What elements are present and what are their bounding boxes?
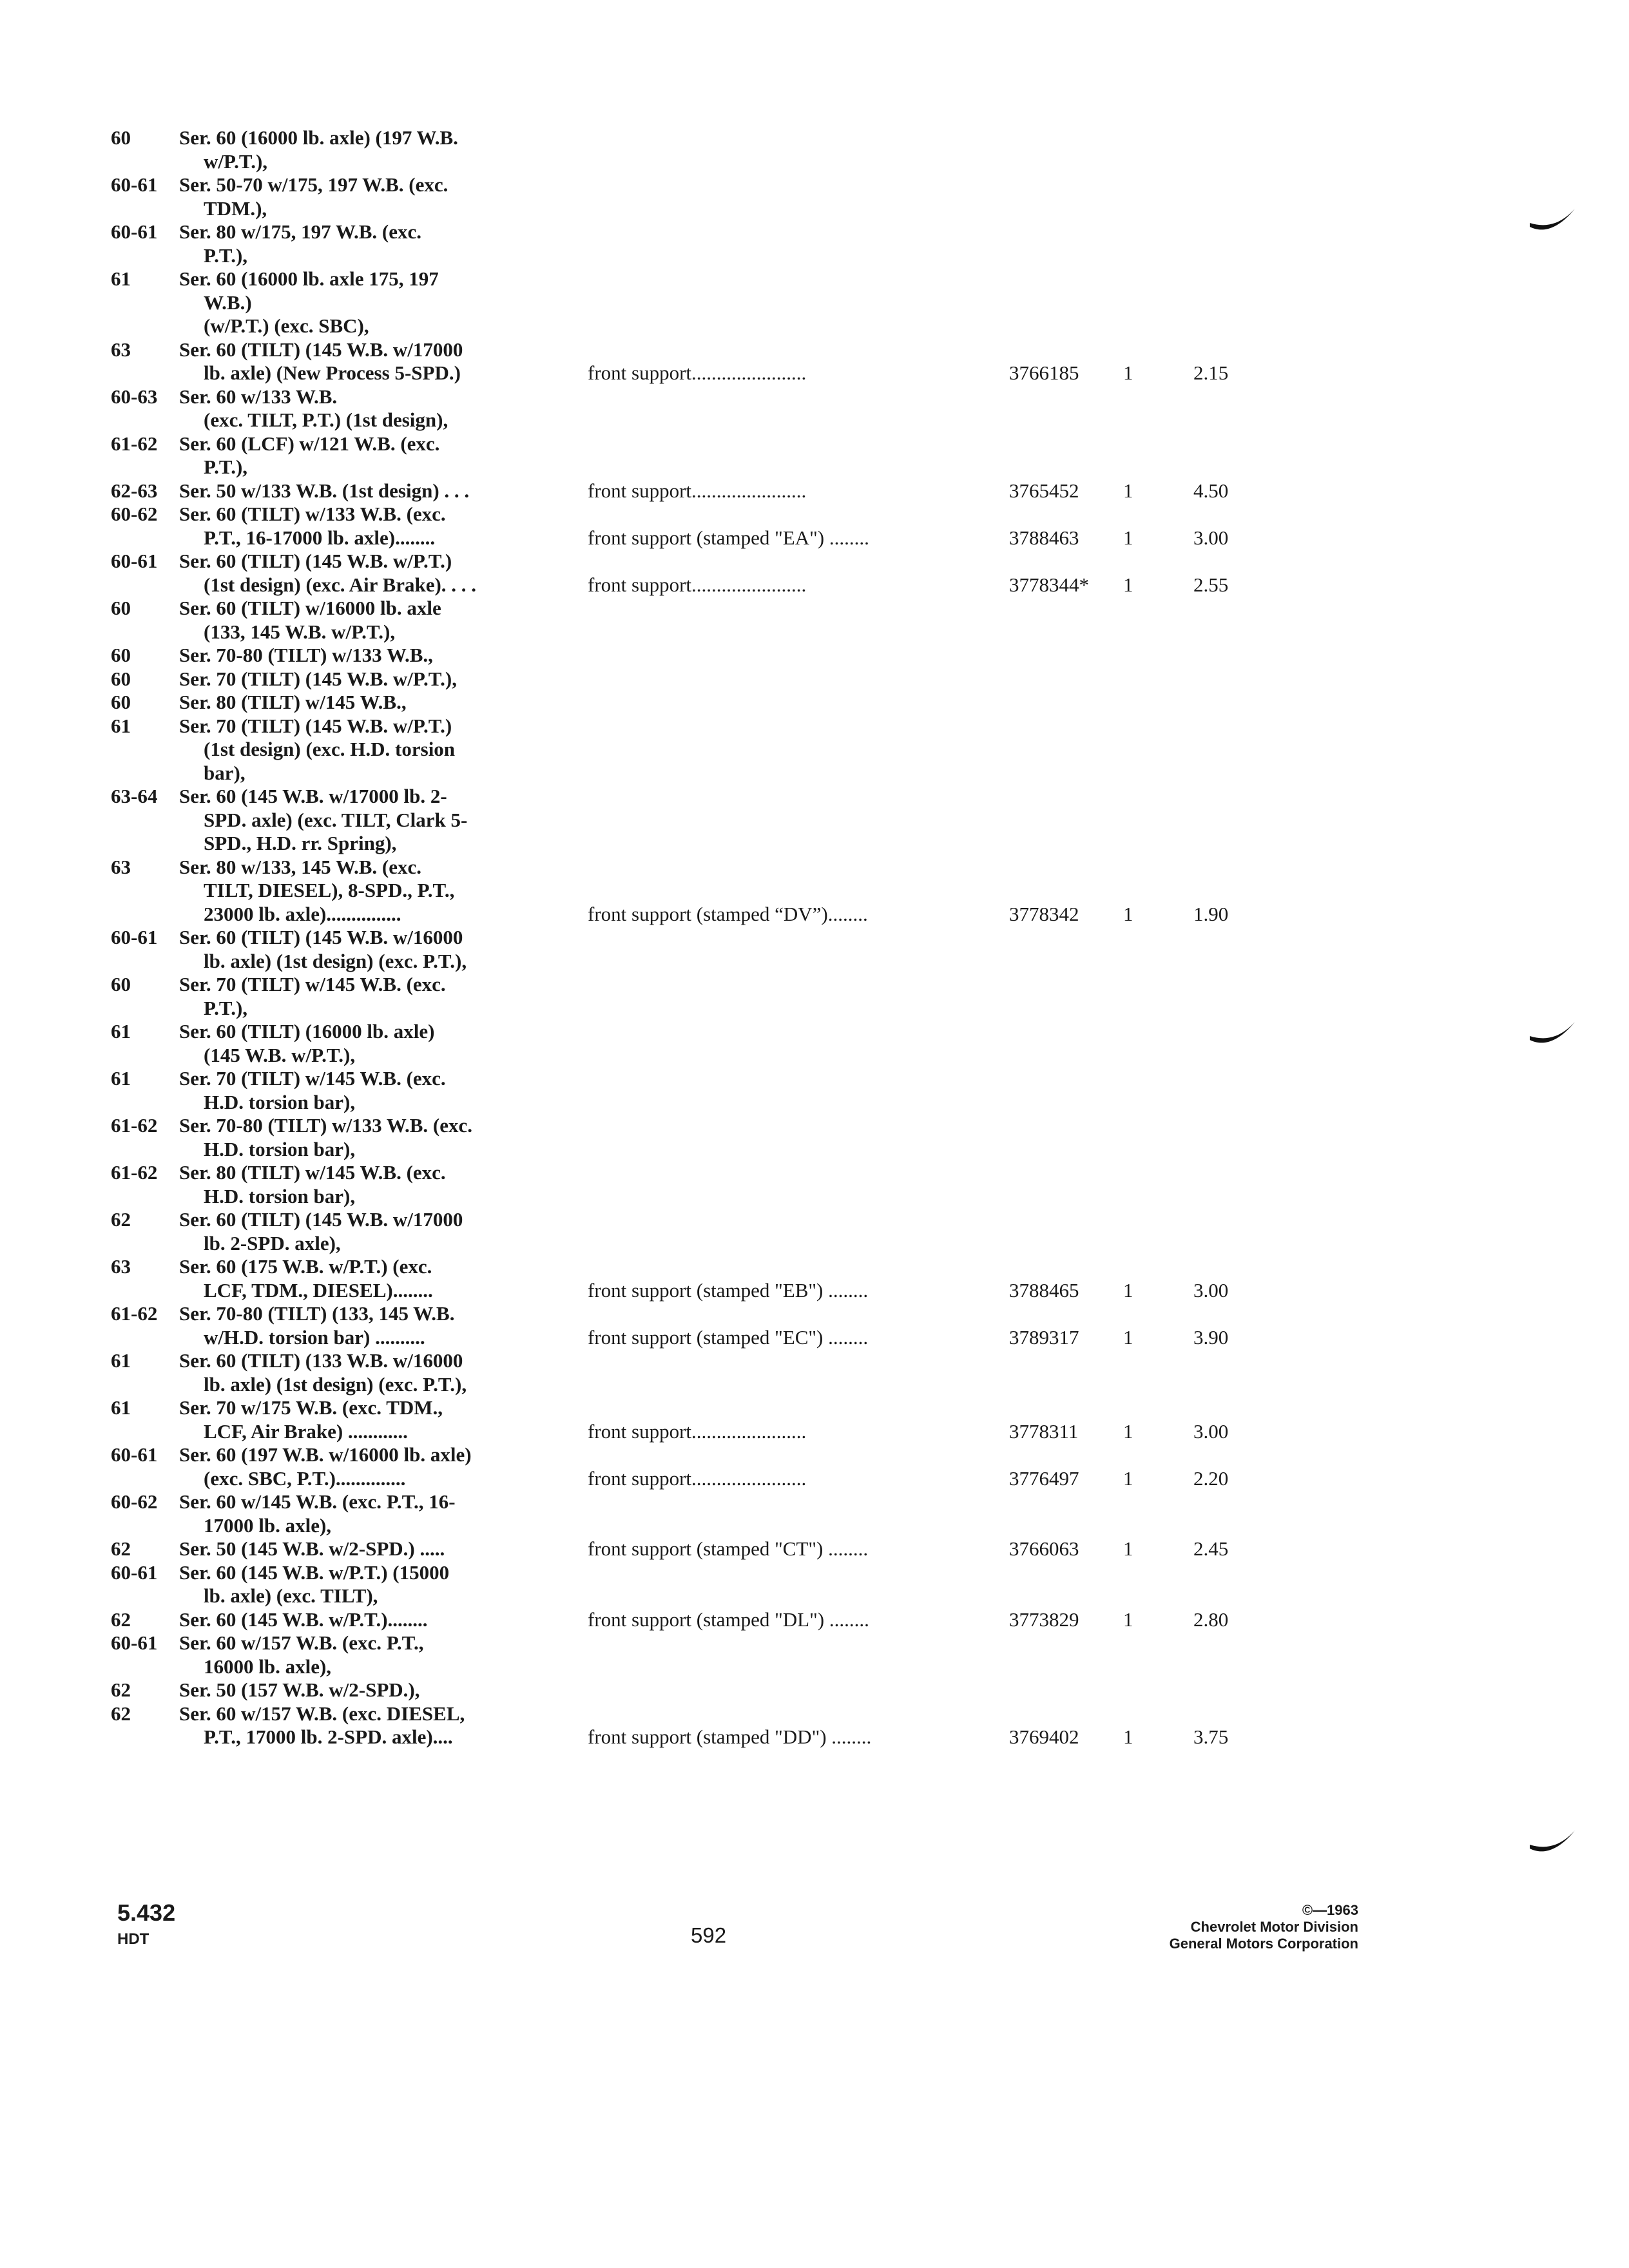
- model-years: 61-62: [111, 1161, 158, 1184]
- parts-row: [111, 1255, 1296, 1302]
- application-description: [179, 1702, 579, 1749]
- price: 3.00: [1193, 526, 1229, 549]
- division-name: Chevrolet Motor Division: [1190, 1919, 1358, 1935]
- application-description: [179, 785, 579, 856]
- model-years: 60-61: [111, 1561, 158, 1584]
- part-name: front support.......................: [588, 573, 807, 596]
- parts-row: [111, 1608, 1296, 1632]
- description-line: W.B.): [204, 291, 252, 314]
- part-name: front support (stamped "EA") ........: [588, 526, 869, 549]
- parts-row: [111, 1702, 1296, 1749]
- model-years: 63-64: [111, 785, 158, 807]
- part-name: front support (stamped "EB") ........: [588, 1278, 869, 1302]
- application-description: [179, 668, 579, 691]
- description-line: TILT, DIESEL), 8-SPD., P.T.,: [204, 879, 455, 901]
- model-years: 60-63: [111, 385, 158, 408]
- description-line: Ser. 70 w/175 W.B. (exc. TDM.,: [179, 1396, 443, 1419]
- part-number: 3778311: [1009, 1419, 1079, 1443]
- parts-row: [111, 926, 1296, 973]
- description-line: Ser. 60 (175 W.B. w/P.T.) (exc.: [179, 1255, 432, 1278]
- application-description: [179, 1020, 579, 1067]
- application-description: [179, 385, 579, 432]
- application-description: [179, 126, 579, 173]
- description-line: Ser. 60 (TILT) (16000 lb. axle): [179, 1020, 435, 1043]
- description-line: 23000 lb. axle)...............: [204, 902, 401, 925]
- description-line: (w/P.T.) (exc. SBC),: [204, 314, 369, 337]
- model-years: 60-62: [111, 1490, 158, 1513]
- application-description: [179, 1208, 579, 1255]
- model-years: 60: [111, 644, 131, 666]
- application-description: [179, 1443, 579, 1490]
- description-line: Ser. 80 w/175, 197 W.B. (exc.: [179, 220, 422, 243]
- parts-row: [111, 1396, 1296, 1443]
- part-name: front support (stamped “DV”)........: [588, 902, 868, 925]
- price: 2.80: [1193, 1608, 1229, 1631]
- part-name: front support.......................: [588, 361, 807, 384]
- model-years: 62: [111, 1608, 131, 1631]
- parts-row: [111, 785, 1296, 856]
- parts-row: [111, 1349, 1296, 1396]
- parts-row: [111, 267, 1296, 338]
- description-line: TDM.),: [204, 197, 267, 220]
- description-line: H.D. torsion bar),: [204, 1137, 356, 1160]
- parts-row: [111, 1114, 1296, 1161]
- model-years: 60-61: [111, 1631, 158, 1654]
- description-line: P.T.),: [204, 996, 248, 1019]
- binder-check-mark: [1527, 205, 1579, 237]
- quantity: 1: [1123, 361, 1133, 384]
- model-years: 60-61: [111, 220, 158, 243]
- description-line: (1st design) (exc. H.D. torsion: [204, 738, 456, 760]
- description-line: (145 W.B. w/P.T.),: [204, 1043, 356, 1066]
- application-description: [179, 973, 579, 1020]
- parts-row: [111, 973, 1296, 1020]
- part-name: front support.......................: [588, 1466, 807, 1490]
- parts-row: [111, 691, 1296, 715]
- description-line: Ser. 60 (TILT) (145 W.B. w/17000: [179, 338, 463, 361]
- quantity: 1: [1123, 526, 1133, 549]
- description-line: LCF, TDM., DIESEL)........: [204, 1278, 433, 1302]
- application-description: [179, 597, 579, 644]
- description-line: Ser. 50 w/133 W.B. (1st design) . . .: [179, 479, 470, 502]
- price: 2.55: [1193, 573, 1229, 596]
- description-line: Ser. 60 (145 W.B. w/P.T.) (15000: [179, 1561, 450, 1584]
- description-line: H.D. torsion bar),: [204, 1184, 356, 1207]
- model-years: 61: [111, 1020, 131, 1043]
- description-line: 17000 lb. axle),: [204, 1514, 332, 1537]
- price: 3.90: [1193, 1325, 1229, 1349]
- application-description: [179, 173, 579, 220]
- description-line: Ser. 70 (TILT) w/145 W.B. (exc.: [179, 1067, 446, 1090]
- parts-row: [111, 220, 1296, 267]
- parts-row: [111, 1490, 1296, 1537]
- description-line: Ser. 70-80 (TILT) w/133 W.B. (exc.: [179, 1114, 472, 1137]
- description-line: Ser. 60 w/157 W.B. (exc. P.T.,: [179, 1631, 424, 1654]
- quantity: 1: [1123, 1608, 1133, 1631]
- description-line: Ser. 50 (157 W.B. w/2-SPD.),: [179, 1678, 420, 1701]
- description-line: P.T., 16-17000 lb. axle)........: [204, 526, 436, 549]
- parts-row: [111, 173, 1296, 220]
- description-line: Ser. 60 w/133 W.B.: [179, 385, 338, 408]
- model-years: 60: [111, 597, 131, 619]
- description-line: Ser. 70-80 (TILT) (133, 145 W.B.: [179, 1302, 455, 1325]
- parts-row: [111, 1561, 1296, 1608]
- price: 4.50: [1193, 479, 1229, 502]
- application-description: [179, 1302, 579, 1349]
- corporation-name: General Motors Corporation: [1169, 1936, 1358, 1952]
- description-line: Ser. 60 (TILT) (133 W.B. w/16000: [179, 1349, 463, 1372]
- price: 2.45: [1193, 1537, 1229, 1560]
- application-description: [179, 220, 579, 267]
- model-years: 62-63: [111, 479, 158, 502]
- application-description: [179, 1067, 579, 1114]
- part-number: 3788465: [1009, 1278, 1079, 1302]
- application-description: [179, 1255, 579, 1302]
- quantity: 1: [1123, 573, 1133, 596]
- model-years: 60: [111, 973, 131, 995]
- application-description: [179, 479, 579, 503]
- description-line: lb. 2-SPD. axle),: [204, 1231, 341, 1254]
- model-years: 61-62: [111, 432, 158, 455]
- description-line: Ser. 60 (TILT) w/133 W.B. (exc.: [179, 503, 446, 525]
- description-line: (exc. SBC, P.T.)..............: [204, 1466, 406, 1490]
- application-description: [179, 1537, 579, 1561]
- price: 3.75: [1193, 1725, 1229, 1748]
- description-line: P.T.),: [204, 244, 248, 267]
- parts-list: [111, 126, 1296, 1749]
- description-line: lb. axle) (1st design) (exc. P.T.),: [204, 949, 467, 972]
- part-name: front support.......................: [588, 479, 807, 502]
- description-line: P.T., 17000 lb. 2-SPD. axle)....: [204, 1725, 453, 1748]
- model-years: 60-61: [111, 173, 158, 196]
- parts-row: [111, 550, 1296, 597]
- description-line: Ser. 70 (TILT) w/145 W.B. (exc.: [179, 973, 446, 995]
- quantity: 1: [1123, 902, 1133, 925]
- model-years: 61-62: [111, 1302, 158, 1325]
- publisher-block: [1170, 1902, 1358, 1952]
- application-description: [179, 1608, 579, 1632]
- model-years: 60-61: [111, 550, 158, 572]
- description-line: SPD. axle) (exc. TILT, Clark 5-: [204, 808, 468, 831]
- model-years: 63: [111, 855, 131, 878]
- parts-row: [111, 1443, 1296, 1490]
- quantity: 1: [1123, 1466, 1133, 1490]
- model-years: 62: [111, 1678, 131, 1701]
- application-description: [179, 1631, 579, 1678]
- part-number: 3766063: [1009, 1537, 1079, 1560]
- part-number: 3769402: [1009, 1725, 1079, 1748]
- parts-row: [111, 1302, 1296, 1349]
- part-name: front support (stamped "EC") ........: [588, 1325, 869, 1349]
- quantity: 1: [1123, 1537, 1133, 1560]
- parts-row: [111, 1537, 1296, 1561]
- quantity: 1: [1123, 1419, 1133, 1443]
- description-line: Ser. 60 (145 W.B. w/17000 lb. 2-: [179, 785, 447, 807]
- part-name: front support (stamped "CT") ........: [588, 1537, 869, 1560]
- model-years: 62: [111, 1208, 131, 1231]
- model-years: 63: [111, 1255, 131, 1278]
- application-description: [179, 715, 579, 785]
- description-line: Ser. 80 w/133, 145 W.B. (exc.: [179, 855, 422, 878]
- parts-row: [111, 338, 1296, 385]
- parts-row: [111, 668, 1296, 691]
- part-name: front support.......................: [588, 1419, 807, 1443]
- parts-row: [111, 126, 1296, 173]
- parts-row: [111, 432, 1296, 479]
- description-line: Ser. 60 (TILT) (145 W.B. w/16000: [179, 926, 463, 948]
- description-line: Ser. 70 (TILT) (145 W.B. w/P.T.),: [179, 667, 457, 690]
- model-years: 60: [111, 667, 131, 690]
- part-number: 3788463: [1009, 526, 1079, 549]
- application-description: [179, 338, 579, 385]
- description-line: w/P.T.),: [204, 149, 268, 173]
- parts-row: [111, 597, 1296, 644]
- part-name: front support (stamped "DD") ........: [588, 1725, 872, 1748]
- quantity: 1: [1123, 1725, 1133, 1748]
- model-years: 61: [111, 1396, 131, 1419]
- part-number: 3778344*: [1009, 573, 1089, 596]
- parts-row: [111, 503, 1296, 550]
- description-line: Ser. 60 (LCF) w/121 W.B. (exc.: [179, 432, 440, 455]
- parts-row: [111, 856, 1296, 927]
- parts-row: [111, 644, 1296, 668]
- model-years: 60: [111, 691, 131, 713]
- application-description: [179, 1678, 579, 1702]
- description-line: P.T.),: [204, 456, 248, 478]
- description-line: Ser. 60 (TILT) w/16000 lb. axle: [179, 597, 441, 619]
- part-number: 3765452: [1009, 479, 1079, 502]
- price: 3.00: [1193, 1278, 1229, 1302]
- description-line: Ser. 50-70 w/175, 197 W.B. (exc.: [179, 173, 448, 196]
- parts-row: [111, 715, 1296, 785]
- application-description: [179, 1114, 579, 1161]
- model-years: 63: [111, 338, 131, 361]
- description-line: 16000 lb. axle),: [204, 1655, 332, 1678]
- price: 3.00: [1193, 1419, 1229, 1443]
- model-years: 61: [111, 714, 131, 737]
- description-line: (1st design) (exc. Air Brake). . . .: [204, 573, 477, 596]
- description-line: H.D. torsion bar),: [204, 1090, 356, 1113]
- model-years: 62: [111, 1702, 131, 1725]
- application-description: [179, 926, 579, 973]
- quantity: 1: [1123, 1325, 1133, 1349]
- description-line: Ser. 60 w/145 W.B. (exc. P.T., 16-: [179, 1490, 456, 1513]
- description-line: (exc. TILT, P.T.) (1st design),: [204, 408, 448, 431]
- section-sub: HDT: [117, 1930, 149, 1948]
- model-years: 62: [111, 1537, 131, 1560]
- quantity: 1: [1123, 1278, 1133, 1302]
- part-number: 3776497: [1009, 1466, 1079, 1490]
- model-years: 60: [111, 126, 131, 149]
- application-description: [179, 1161, 579, 1208]
- description-line: SPD., H.D. rr. Spring),: [204, 832, 397, 854]
- description-line: Ser. 60 (145 W.B. w/P.T.)........: [179, 1608, 428, 1631]
- application-description: [179, 691, 579, 715]
- part-number: 3789317: [1009, 1325, 1079, 1349]
- description-line: Ser. 80 (TILT) w/145 W.B. (exc.: [179, 1161, 446, 1184]
- binder-check-mark: [1527, 1018, 1579, 1050]
- application-description: [179, 644, 579, 668]
- page-number: 592: [691, 1923, 727, 1947]
- application-description: [179, 1396, 579, 1443]
- parts-row: [111, 1631, 1296, 1678]
- description-line: Ser. 70-80 (TILT) w/133 W.B.,: [179, 644, 433, 666]
- model-years: 60-61: [111, 1443, 158, 1466]
- model-years: 61: [111, 1067, 131, 1090]
- application-description: [179, 550, 579, 597]
- parts-row: [111, 1678, 1296, 1702]
- price: 1.90: [1193, 902, 1229, 925]
- binder-check-mark: [1527, 1827, 1579, 1859]
- parts-row: [111, 385, 1296, 432]
- price: 2.20: [1193, 1466, 1229, 1490]
- parts-row: [111, 479, 1296, 503]
- description-line: Ser. 60 (197 W.B. w/16000 lb. axle): [179, 1443, 472, 1466]
- description-line: Ser. 60 (16000 lb. axle 175, 197: [179, 267, 439, 290]
- description-line: Ser. 60 (16000 lb. axle) (197 W.B.: [179, 126, 458, 149]
- quantity: 1: [1123, 479, 1133, 502]
- parts-row: [111, 1208, 1296, 1255]
- description-line: lb. axle) (exc. TILT),: [204, 1584, 378, 1607]
- price: 2.15: [1193, 361, 1229, 384]
- parts-row: [111, 1020, 1296, 1067]
- description-line: (133, 145 W.B. w/P.T.),: [204, 620, 396, 643]
- part-number: 3773829: [1009, 1608, 1079, 1631]
- section-code-block: [117, 1899, 175, 1948]
- description-line: Ser. 60 (TILT) (145 W.B. w/P.T.): [179, 550, 452, 572]
- model-years: 61-62: [111, 1114, 158, 1137]
- description-line: Ser. 80 (TILT) w/145 W.B.,: [179, 691, 407, 713]
- description-line: LCF, Air Brake) ............: [204, 1419, 408, 1443]
- description-line: Ser. 60 (TILT) (145 W.B. w/17000: [179, 1208, 463, 1231]
- part-number: 3778342: [1009, 902, 1079, 925]
- model-years: 61: [111, 267, 131, 290]
- description-line: w/H.D. torsion bar) ..........: [204, 1325, 425, 1349]
- application-description: [179, 1349, 579, 1396]
- description-line: bar),: [204, 761, 246, 784]
- model-years: 61: [111, 1349, 131, 1372]
- model-years: 60-62: [111, 503, 158, 525]
- description-line: lb. axle) (New Process 5-SPD.): [204, 361, 461, 384]
- application-description: [179, 1490, 579, 1537]
- model-years: 60-61: [111, 926, 158, 948]
- part-number: 3766185: [1009, 361, 1079, 384]
- parts-row: [111, 1161, 1296, 1208]
- description-line: Ser. 50 (145 W.B. w/2-SPD.) .....: [179, 1537, 445, 1560]
- application-description: [179, 1561, 579, 1608]
- section-code: 5.432: [117, 1899, 176, 1926]
- description-line: Ser. 70 (TILT) (145 W.B. w/P.T.): [179, 714, 452, 737]
- description-line: Ser. 60 w/157 W.B. (exc. DIESEL,: [179, 1702, 465, 1725]
- application-description: [179, 432, 579, 479]
- application-description: [179, 503, 579, 550]
- part-name: front support (stamped "DL") ........: [588, 1608, 869, 1631]
- copyright: ©—1963: [1302, 1902, 1358, 1918]
- application-description: [179, 267, 579, 338]
- description-line: lb. axle) (1st design) (exc. P.T.),: [204, 1372, 467, 1396]
- parts-row: [111, 1067, 1296, 1114]
- application-description: [179, 856, 579, 927]
